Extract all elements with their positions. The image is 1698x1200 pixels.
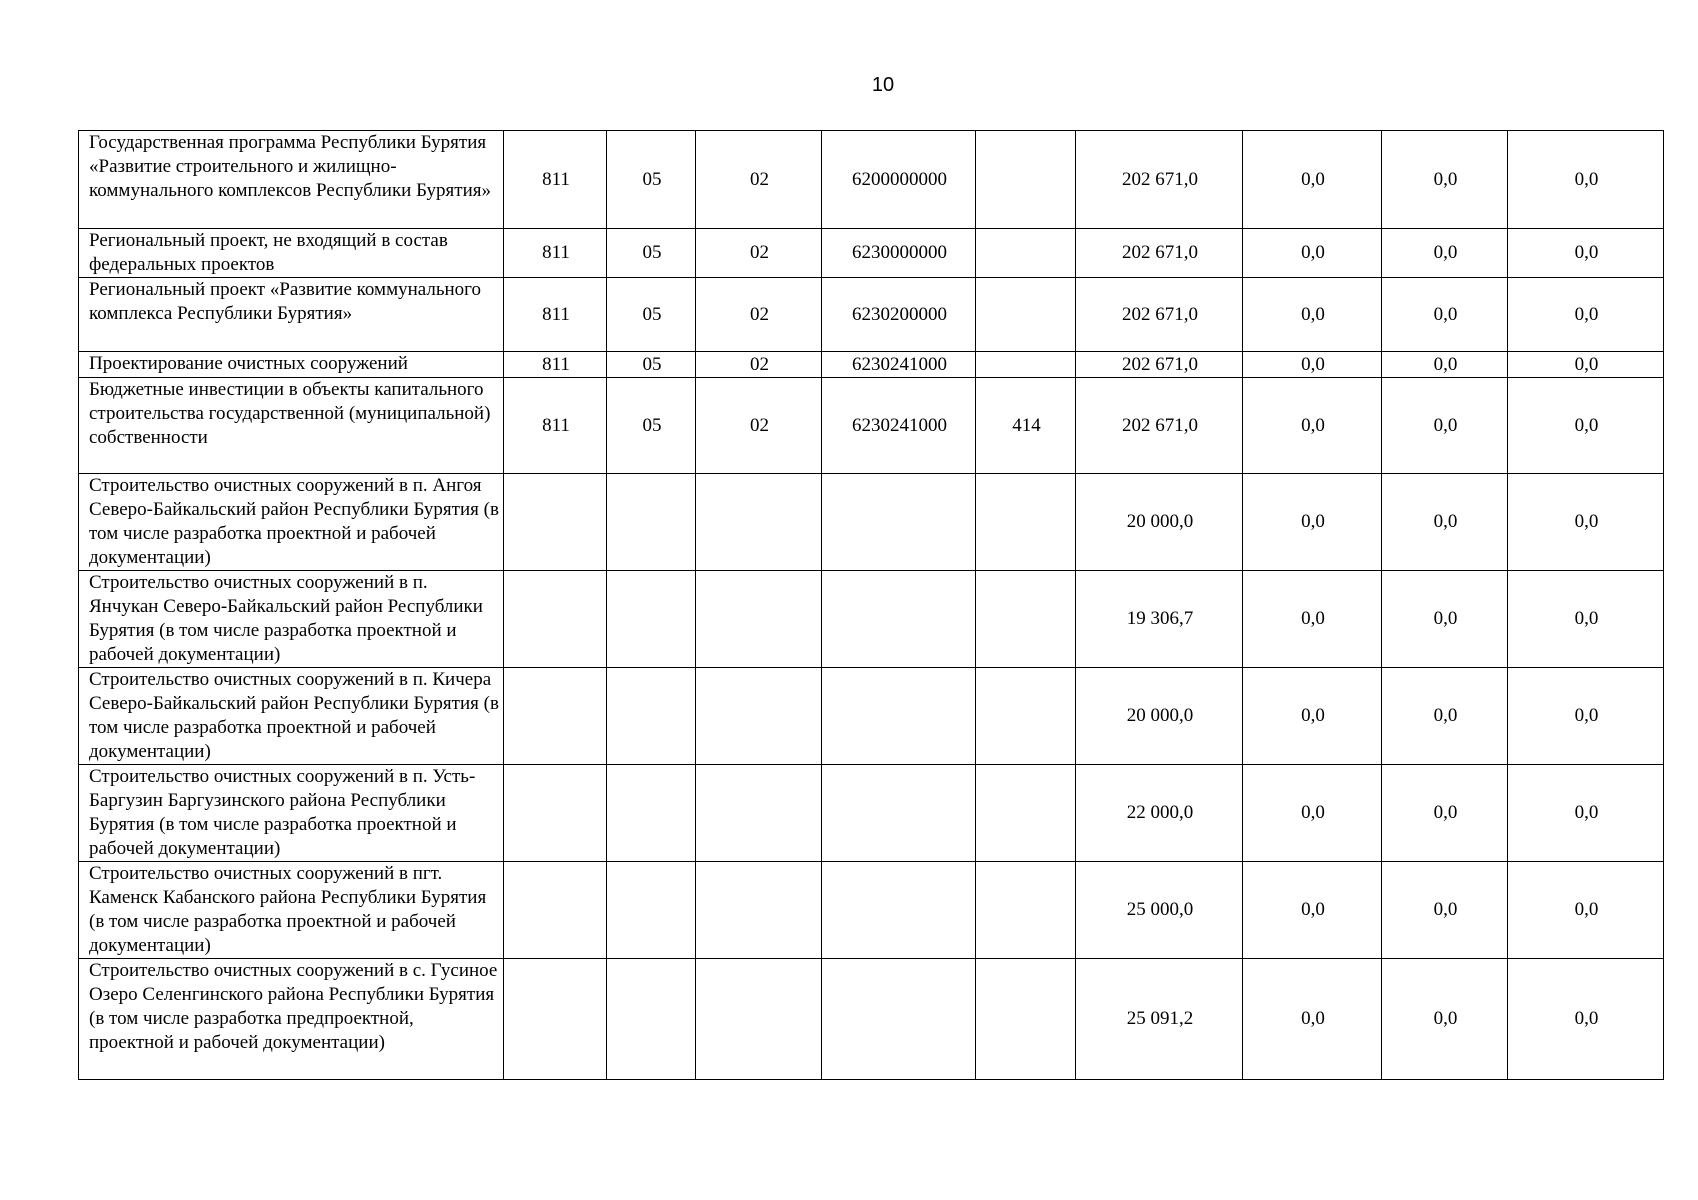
amount-cell-2: 0,0	[1243, 668, 1382, 765]
row-name-cell: Строительство очистных сооружений в с. Гусиное Озеро Селенгинского района Республики Бурятия (в том числе разработка предпроектной, проектной и рабочей документации)	[79, 959, 504, 1080]
amount-cell-1: 25 000,0	[1076, 862, 1243, 959]
amount-cell-1: 22 000,0	[1076, 765, 1243, 862]
amount-cell-4: 0,0	[1508, 959, 1664, 1080]
amount-cell-2: 0,0	[1243, 571, 1382, 668]
grbs-code-cell: 811	[504, 229, 607, 278]
table-row	[79, 765, 1664, 862]
amount-cell-4: 0,0	[1508, 571, 1664, 668]
section-code-cell	[607, 765, 696, 862]
target-article-cell	[822, 571, 976, 668]
expense-type-cell	[976, 765, 1076, 862]
target-article-cell	[822, 765, 976, 862]
target-article-cell: 6230200000	[822, 278, 976, 352]
grbs-code-cell	[504, 765, 607, 862]
amount-cell-4: 0,0	[1508, 474, 1664, 571]
row-name-cell: Региональный проект, не входящий в состав федеральных проектов	[79, 229, 504, 278]
budget-table	[78, 130, 1664, 1080]
section-code-cell: 05	[607, 378, 696, 474]
target-article-cell: 6230000000	[822, 229, 976, 278]
section-code-cell	[607, 668, 696, 765]
subsection-code-cell	[696, 668, 822, 765]
amount-cell-1: 202 671,0	[1076, 131, 1243, 229]
row-name-cell: Строительство очистных сооружений в п. Янчукан Северо-Байкальский район Республики Бурятия (в том числе разработка проектной и рабочей документации)	[79, 571, 504, 668]
expense-type-cell	[976, 278, 1076, 352]
section-code-cell: 05	[607, 229, 696, 278]
amount-cell-4: 0,0	[1508, 229, 1664, 278]
table-row	[79, 131, 1664, 229]
amount-cell-2: 0,0	[1243, 352, 1382, 378]
amount-cell-4: 0,0	[1508, 765, 1664, 862]
amount-cell-3: 0,0	[1382, 131, 1508, 229]
amount-cell-4: 0,0	[1508, 862, 1664, 959]
row-name-cell: Бюджетные инвестиции в объекты капитального строительства государственной (муниципальной) собственности	[79, 378, 504, 474]
section-code-cell	[607, 862, 696, 959]
subsection-code-cell: 02	[696, 229, 822, 278]
amount-cell-2: 0,0	[1243, 278, 1382, 352]
target-article-cell: 6230241000	[822, 352, 976, 378]
target-article-cell	[822, 474, 976, 571]
amount-cell-1: 202 671,0	[1076, 278, 1243, 352]
amount-cell-1: 19 306,7	[1076, 571, 1243, 668]
amount-cell-2: 0,0	[1243, 378, 1382, 474]
target-article-cell	[822, 862, 976, 959]
expense-type-cell	[976, 668, 1076, 765]
expense-type-cell	[976, 959, 1076, 1080]
amount-cell-1: 25 091,2	[1076, 959, 1243, 1080]
section-code-cell: 05	[607, 131, 696, 229]
amount-cell-3: 0,0	[1382, 278, 1508, 352]
subsection-code-cell	[696, 765, 822, 862]
expense-type-cell	[976, 229, 1076, 278]
expense-type-cell	[976, 352, 1076, 378]
subsection-code-cell	[696, 474, 822, 571]
table-body	[79, 131, 1664, 1080]
row-name-cell: Строительство очистных сооружений в п. Усть-Баргузин Баргузинского района Республики Бурятия (в том числе разработка проектной и рабочей документации)	[79, 765, 504, 862]
amount-cell-4: 0,0	[1508, 352, 1664, 378]
amount-cell-4: 0,0	[1508, 668, 1664, 765]
grbs-code-cell	[504, 959, 607, 1080]
amount-cell-1: 202 671,0	[1076, 352, 1243, 378]
grbs-code-cell: 811	[504, 131, 607, 229]
amount-cell-4: 0,0	[1508, 278, 1664, 352]
amount-cell-3: 0,0	[1382, 474, 1508, 571]
table-row	[79, 959, 1664, 1080]
amount-cell-1: 202 671,0	[1076, 378, 1243, 474]
row-name-cell: Региональный проект «Развитие коммунального комплекса Республики Бурятия»	[79, 278, 504, 352]
section-code-cell	[607, 571, 696, 668]
table-row	[79, 278, 1664, 352]
amount-cell-2: 0,0	[1243, 229, 1382, 278]
row-name-cell: Строительство очистных сооружений в пгт. Каменск Кабанского района Республики Бурятия (в том числе разработка проектной и рабочей документации)	[79, 862, 504, 959]
row-name-cell: Государственная программа Республики Бурятия «Развитие строительного и жилищно-коммунального комплексов Республики Бурятия»	[79, 131, 504, 229]
amount-cell-1: 202 671,0	[1076, 229, 1243, 278]
subsection-code-cell	[696, 862, 822, 959]
target-article-cell: 6230241000	[822, 378, 976, 474]
grbs-code-cell: 811	[504, 352, 607, 378]
amount-cell-2: 0,0	[1243, 765, 1382, 862]
grbs-code-cell	[504, 862, 607, 959]
page-number: 10	[871, 74, 895, 96]
section-code-cell: 05	[607, 352, 696, 378]
grbs-code-cell	[504, 571, 607, 668]
amount-cell-3: 0,0	[1382, 959, 1508, 1080]
expense-type-cell: 414	[976, 378, 1076, 474]
amount-cell-4: 0,0	[1508, 131, 1664, 229]
amount-cell-3: 0,0	[1382, 668, 1508, 765]
amount-cell-3: 0,0	[1382, 352, 1508, 378]
subsection-code-cell: 02	[696, 278, 822, 352]
amount-cell-3: 0,0	[1382, 378, 1508, 474]
amount-cell-4: 0,0	[1508, 378, 1664, 474]
table-row	[79, 474, 1664, 571]
amount-cell-3: 0,0	[1382, 862, 1508, 959]
subsection-code-cell	[696, 959, 822, 1080]
target-article-cell: 6200000000	[822, 131, 976, 229]
row-name-cell: Строительство очистных сооружений в п. Ангоя Северо-Байкальский район Республики Бурятия (в том числе разработка проектной и рабочей документации)	[79, 474, 504, 571]
table-row	[79, 862, 1664, 959]
amount-cell-1: 20 000,0	[1076, 668, 1243, 765]
section-code-cell	[607, 474, 696, 571]
row-name-cell: Проектирование очистных сооружений	[79, 352, 504, 378]
amount-cell-2: 0,0	[1243, 131, 1382, 229]
target-article-cell	[822, 959, 976, 1080]
section-code-cell: 05	[607, 278, 696, 352]
section-code-cell	[607, 959, 696, 1080]
target-article-cell	[822, 668, 976, 765]
table-row	[79, 668, 1664, 765]
amount-cell-3: 0,0	[1382, 571, 1508, 668]
subsection-code-cell: 02	[696, 378, 822, 474]
grbs-code-cell: 811	[504, 278, 607, 352]
expense-type-cell	[976, 571, 1076, 668]
amount-cell-1: 20 000,0	[1076, 474, 1243, 571]
table-row	[79, 571, 1664, 668]
amount-cell-2: 0,0	[1243, 862, 1382, 959]
grbs-code-cell: 811	[504, 378, 607, 474]
expense-type-cell	[976, 474, 1076, 571]
grbs-code-cell	[504, 668, 607, 765]
subsection-code-cell: 02	[696, 352, 822, 378]
table-row	[79, 378, 1664, 474]
amount-cell-3: 0,0	[1382, 765, 1508, 862]
expense-type-cell	[976, 862, 1076, 959]
expense-type-cell	[976, 131, 1076, 229]
subsection-code-cell: 02	[696, 131, 822, 229]
row-name-cell: Строительство очистных сооружений в п. Кичера Северо-Байкальский район Республики Бурятия (в том числе разработка проектной и рабочей документации)	[79, 668, 504, 765]
table-row	[79, 352, 1664, 378]
amount-cell-3: 0,0	[1382, 229, 1508, 278]
table-row	[79, 229, 1664, 278]
subsection-code-cell	[696, 571, 822, 668]
amount-cell-2: 0,0	[1243, 474, 1382, 571]
amount-cell-2: 0,0	[1243, 959, 1382, 1080]
grbs-code-cell	[504, 474, 607, 571]
